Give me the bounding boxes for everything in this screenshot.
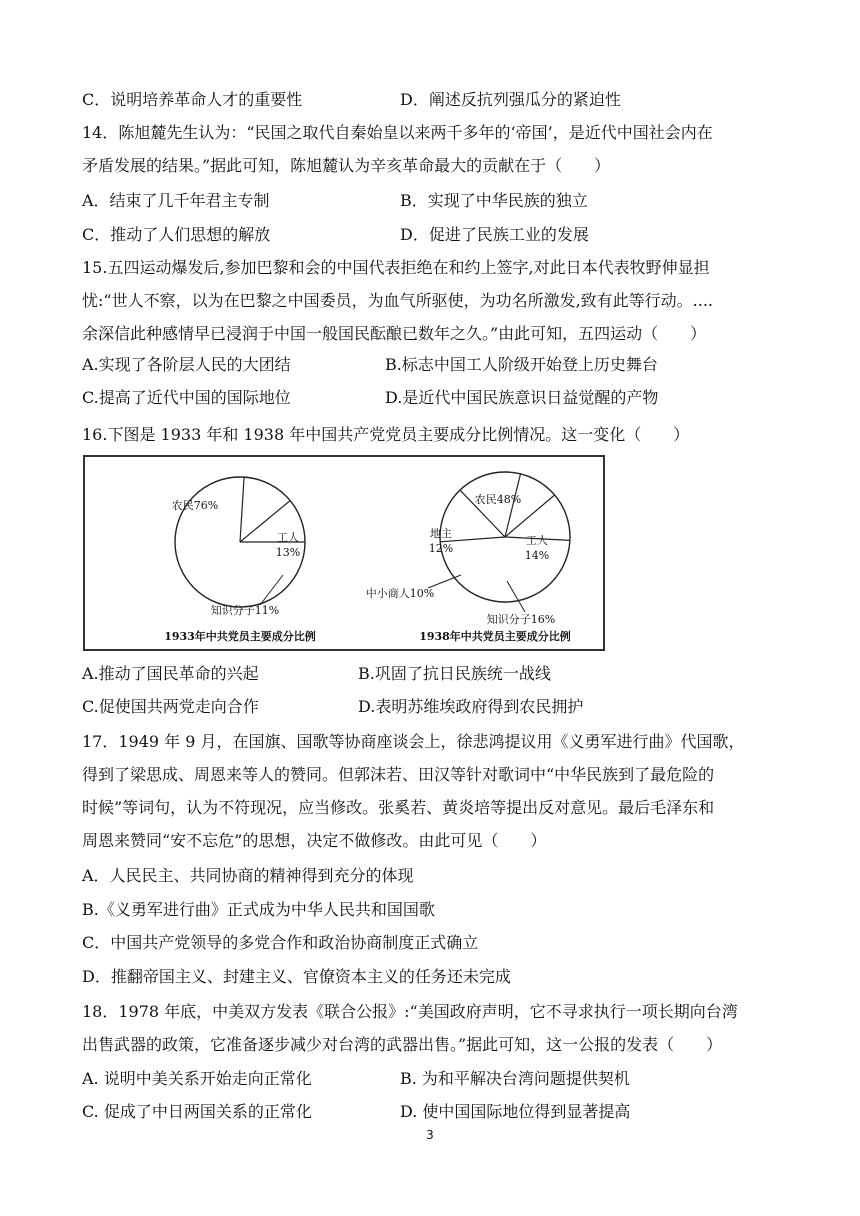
q17-option-d: D．推翻帝国主义、封建主义、官僚资本主义的任务还未完成 <box>82 967 511 986</box>
q16-options-cd <box>82 697 782 717</box>
q15-option-c: C.提高了近代中国的国际地位 <box>82 388 291 407</box>
q17-stem-line-3: 时候”等词句，认为不符现况，应当修改。张奚若、黄炎培等提出反对意见。最后毛泽东和 <box>82 798 715 817</box>
q17-option-a: A．人民民主、共同协商的精神得到充分的体现 <box>82 866 414 885</box>
pie-1-label-农民: 农民76% <box>171 499 219 512</box>
q15-options-ab <box>82 355 782 375</box>
pie-2-label-工人: 14% <box>524 549 550 562</box>
pie-2-label-工人: 工人 <box>526 534 548 547</box>
q18-options-cd <box>82 1102 782 1122</box>
pie-1-label-工人: 工人 <box>277 531 299 544</box>
q15-option-a: A.实现了各阶层人民的大团结 <box>82 355 291 374</box>
pie-2-caption: 1938年中共党员主要成分比例 <box>419 630 571 643</box>
q13-option-d: D．阐述反抗列强瓜分的紧迫性 <box>400 90 621 109</box>
pie-1-caption: 1933年中共党员主要成分比例 <box>164 630 316 643</box>
pie-2-label-中小商人: 中小商人10% <box>365 587 435 600</box>
pie-2-label-农民: 农民48% <box>474 493 522 506</box>
q16-option-c: C.促使国共两党走向合作 <box>82 697 259 716</box>
pie-2-label-知识分子: 知识分子16% <box>486 613 556 626</box>
pie-1-pointer-知识分子 <box>260 575 283 605</box>
q16-options-ab <box>82 664 782 684</box>
q18-option-a: A. 说明中美关系开始走向正常化 <box>82 1069 312 1088</box>
q14-options-cd <box>82 225 782 245</box>
pie-2-pointer-知识分子 <box>507 581 525 612</box>
q15-stem-line-1: 15.五四运动爆发后,参加巴黎和会的中国代表拒绝在和约上签字,对此日本代表牧野伸显担 <box>82 258 710 277</box>
q14-option-b: B．实现了中华民族的独立 <box>400 191 588 210</box>
q14-stem-line-2: 矛盾发展的结果。”据此可知，陈旭麓认为辛亥革命最大的贡献在于（ ） <box>82 156 611 175</box>
pie-2-pointer-中小商人 <box>428 575 461 588</box>
q15-stem-line-2: 忧:“世人不察，以为在巴黎之中国委员，为血气所驱使，为功名所激发,致有此等行动。.... <box>82 291 714 310</box>
q18-options-ab <box>82 1069 782 1089</box>
q18-option-c: C. 促成了中日两国关系的正常化 <box>82 1102 312 1121</box>
q14-option-d: D．促进了民族工业的发展 <box>400 225 589 244</box>
q13-option-c: C．说明培养革命人才的重要性 <box>82 90 303 109</box>
q18-stem-line-1: 18．1978 年底，中美双方发表《联合公报》:“美国政府声明，它不寻求执行一项长期向台湾 <box>82 1002 738 1021</box>
pie-charts-svg <box>85 457 603 649</box>
q17-option-b: B.《义勇军进行曲》正式成为中华人民共和国国歌 <box>82 900 435 919</box>
q18-stem-line-2: 出售武器的政策，它准备逐步减少对台湾的武器出售。”据此可知，这一公报的发表（ ） <box>82 1035 723 1054</box>
q16-stem: 16.下图是 1933 年和 1938 年中国共产党党员主要成分比例情况。这一变化（ ） <box>82 425 690 444</box>
q14-option-c: C．推动了人们思想的解放 <box>82 225 271 244</box>
q18-option-d: D. 使中国国际地位得到显著提高 <box>400 1102 631 1121</box>
q17-option-c: C．中国共产党领导的多党合作和政治协商制度正式确立 <box>82 933 479 952</box>
pie-chart-figure <box>83 455 605 651</box>
q17-stem-line-2: 得到了梁思成、周恩来等人的赞同。但郭沫若、田汉等针对歌词中“中华民族到了最危险的 <box>82 765 715 784</box>
pie-1-label-工人: 13% <box>275 546 301 559</box>
q14-stem-line-1: 14．陈旭麓先生认为：“民国之取代自秦始皇以来两千多年的‘帝国’，是近代中国社会内在 <box>82 123 713 142</box>
page-number: 3 <box>426 1128 434 1142</box>
q14-option-a: A．结束了几千年君主专制 <box>82 191 270 210</box>
q15-options-cd <box>82 388 782 408</box>
q17-stem-line-4: 周恩来赞同“安不忘危”的思想，决定不做修改。由此可见（ ） <box>82 831 547 850</box>
q16-option-a: A.推动了国民革命的兴起 <box>82 664 259 683</box>
q18-option-b: B. 为和平解决台湾问题提供契机 <box>400 1069 630 1088</box>
q15-option-d: D.是近代中国民族意识日益觉醒的产物 <box>385 388 659 407</box>
q15-stem-line-3: 余深信此种感情早已浸润于中国一般国民酝酿已数年之久。”由此可知，五四运动（ ） <box>82 324 707 343</box>
q15-option-b: B.标志中国工人阶级开始登上历史舞台 <box>385 355 658 374</box>
q16-option-b: B.巩固了抗日民族统一战线 <box>358 664 551 683</box>
q13-options-cd <box>82 90 782 110</box>
pie-2-label-地主: 地主 <box>430 527 452 540</box>
pie-1-label-知识分子: 知识分子11% <box>210 604 280 617</box>
q16-option-d: D.表明苏维埃政府得到农民拥护 <box>358 697 584 716</box>
q17-stem-line-1: 17．1949 年 9 月，在国旗、国歌等协商座谈会上，徐悲鸿提议用《义勇军进行曲》代国歌， <box>82 732 745 751</box>
pie-1-slice-工人 <box>240 477 244 542</box>
q14-options-ab <box>82 191 782 211</box>
pie-2-label-地主: 12% <box>428 542 454 555</box>
